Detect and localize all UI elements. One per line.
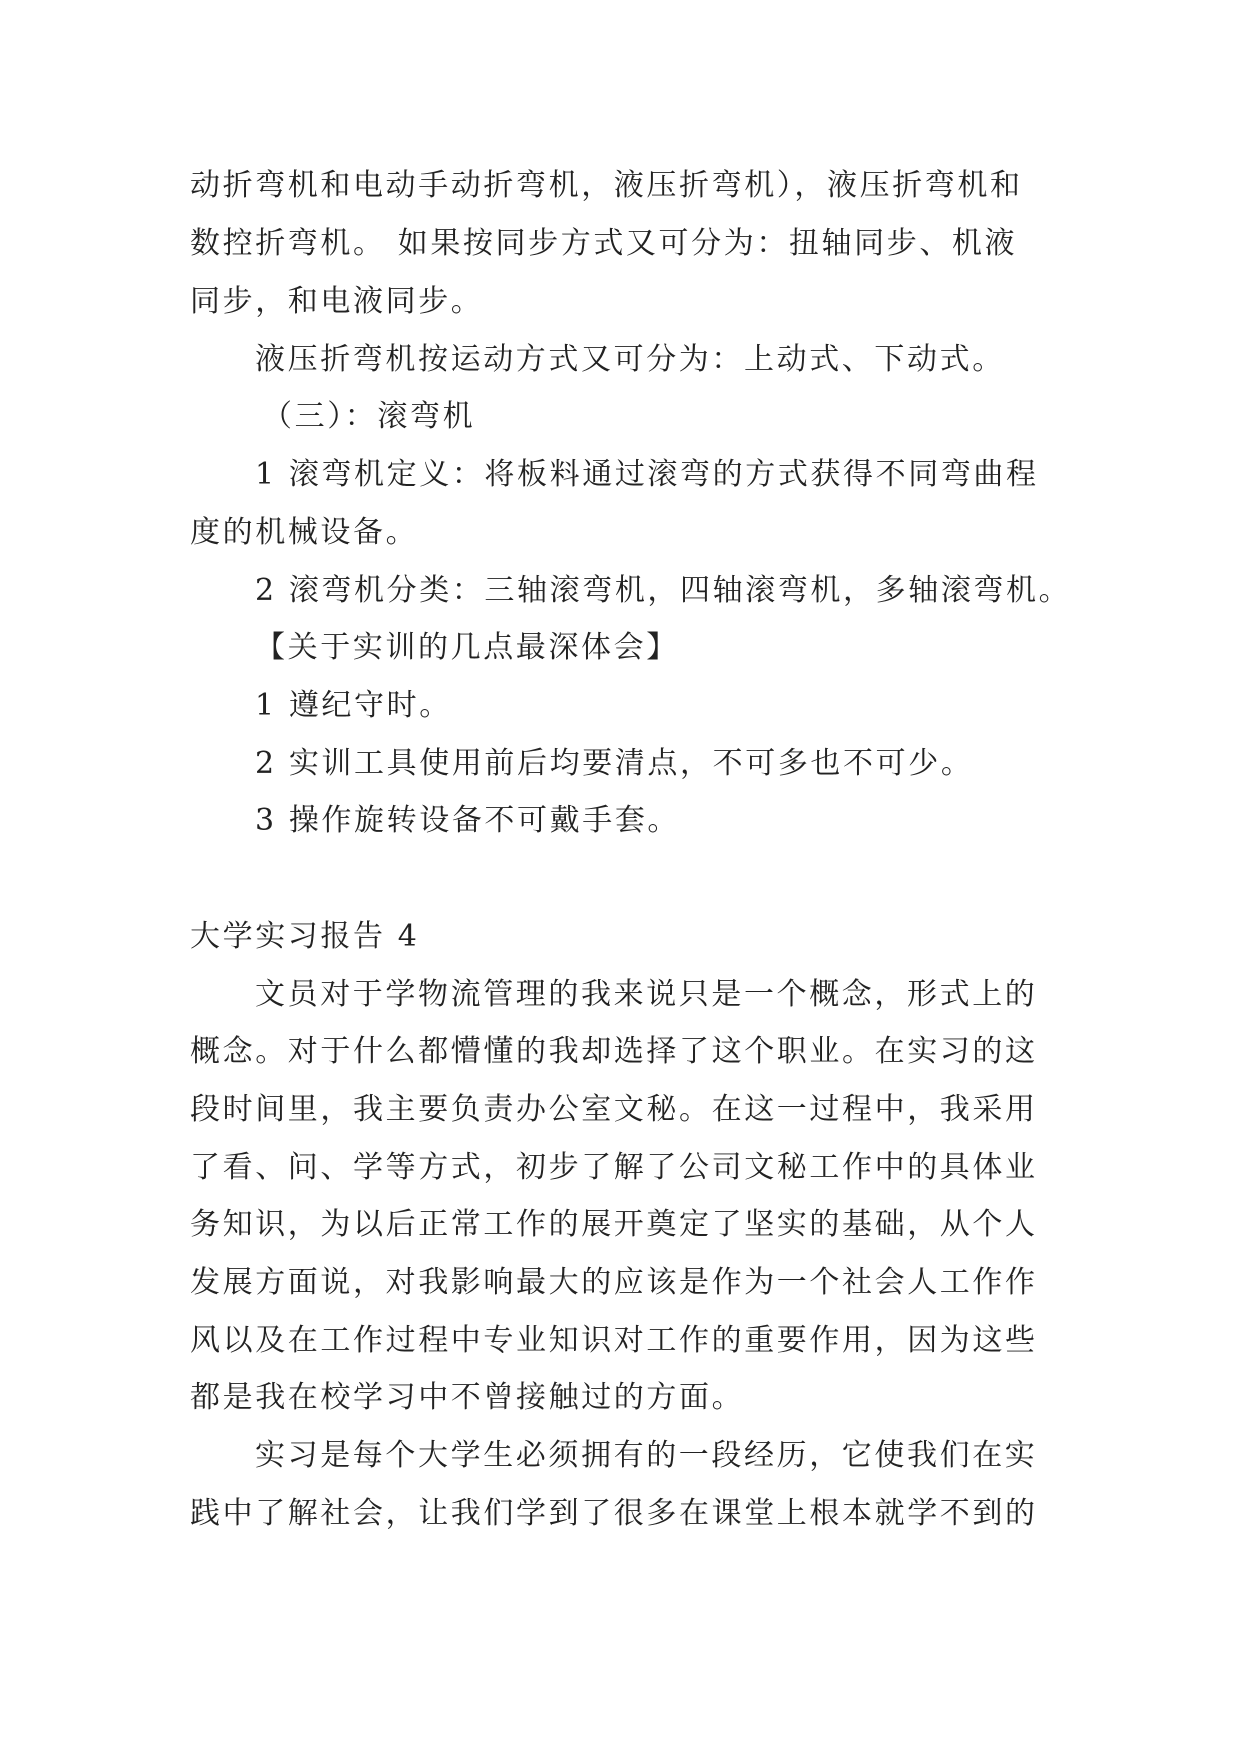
text-line: 数控折弯机。 如果按同步方式又可分为：扭轴同步、机液 (190, 226, 1018, 261)
text-line: 文员对于学物流管理的我来说只是一个概念，形式上的 (255, 977, 1038, 1012)
text-line: 务知识，为以后正常工作的展开奠定了坚实的基础，从个人 (190, 1207, 1038, 1242)
text-line: 液压折弯机按运动方式又可分为：上动式、下动式。 (255, 342, 1005, 377)
text-line: 实习是每个大学生必须拥有的一段经历，它使我们在实 (255, 1438, 1038, 1473)
text-line: 都是我在校学习中不曾接触过的方面。 (190, 1380, 745, 1415)
section-heading: 【关于实训的几点最深体会】 (255, 630, 679, 665)
text-line: 段时间里，我主要负责办公室文秘。在这一过程中，我采用 (190, 1092, 1038, 1127)
section-heading: （三）：滚弯机 (262, 399, 476, 434)
report-title: 大学实习报告 4 (190, 919, 420, 954)
text-line: 动折弯机和电动手动折弯机，液压折弯机），液压折弯机和 (190, 168, 1023, 203)
text-line: 概念。对于什么都懵懂的我却选择了这个职业。在实习的这 (190, 1034, 1038, 1069)
list-item: 2 实训工具使用前后均要清点，不可多也不可少。 (255, 746, 974, 781)
list-item: 1 遵纪守时。 (255, 688, 452, 723)
list-item: 3 操作旋转设备不可戴手套。 (255, 803, 681, 838)
text-line: 同步，和电液同步。 (190, 284, 484, 319)
text-line: 践中了解社会，让我们学到了很多在课堂上根本就学不到的 (190, 1496, 1038, 1531)
text-line: 度的机械设备。 (190, 515, 419, 550)
text-line: 风以及在工作过程中专业知识对工作的重要作用，因为这些 (190, 1323, 1038, 1358)
text-line: 了看、问、学等方式，初步了解了公司文秘工作中的具体业 (190, 1150, 1038, 1185)
text-line: 1 滚弯机定义：将板料通过滚弯的方式获得不同弯曲程 (255, 457, 1039, 492)
text-line: 发展方面说，对我影响最大的应该是作为一个社会人工作作 (190, 1265, 1038, 1300)
text-line: 2 滚弯机分类：三轴滚弯机，四轴滚弯机，多轴滚弯机。 (255, 573, 1072, 608)
